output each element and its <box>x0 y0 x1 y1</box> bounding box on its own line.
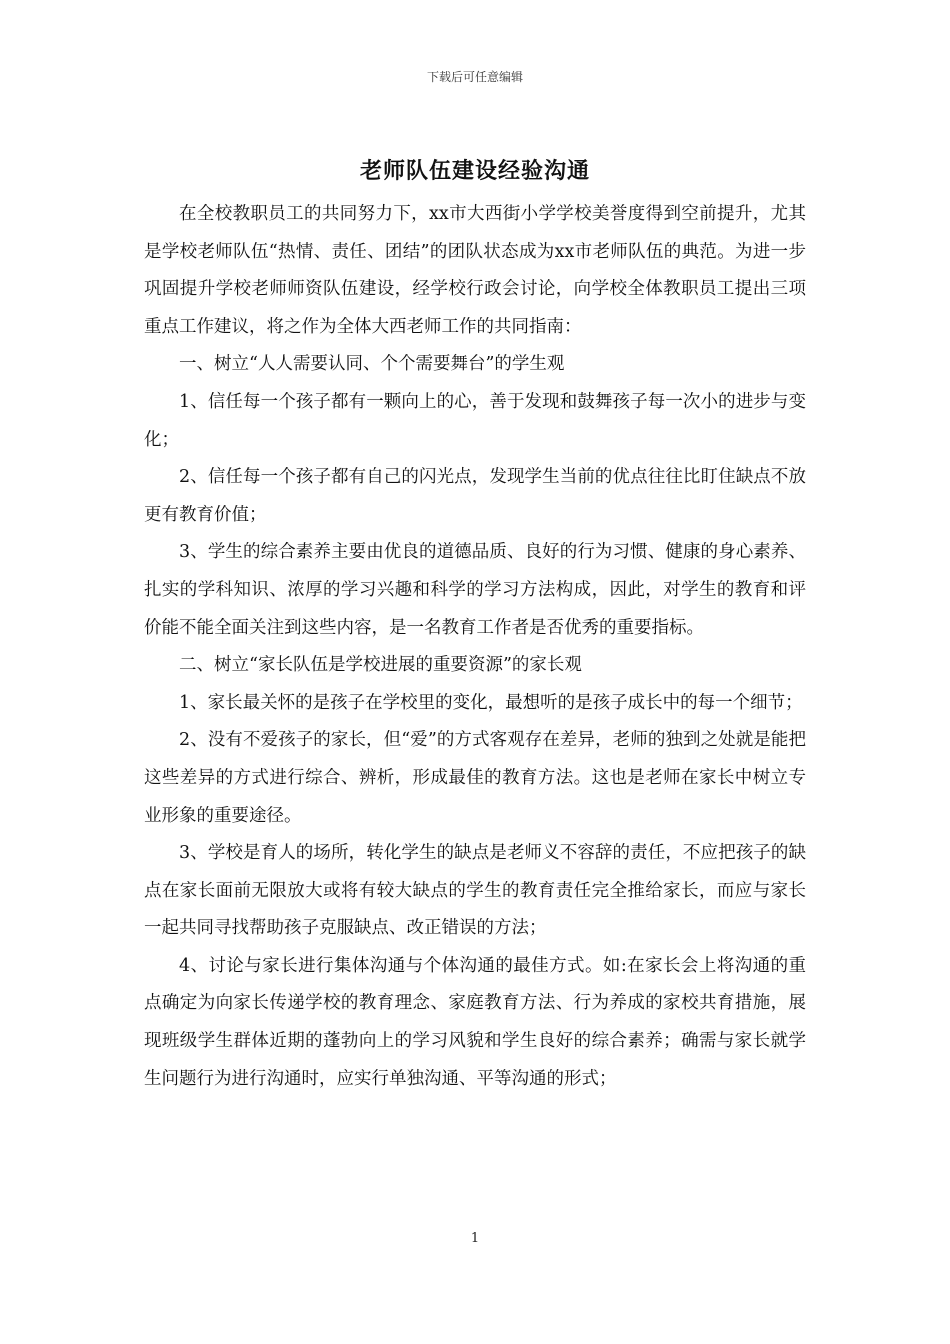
paragraph-item: 2、信任每一个孩子都有自己的闪光点，发现学生当前的优点往往比盯住缺点不放更有教育价值； <box>144 467 806 525</box>
paragraph-item: 4、讨论与家长进行集体沟通与个体沟通的最佳方式。如:在家长会上将沟通的重点确定为向家长传递学校的教育理念、家庭教育方法、行为养成的家校共育措施，展现班级学生群体近期的蓬勃向上的学习风貌和学生良好的综合素养；确需与家长就学生问题行为进行沟通时，应实行单独沟通、平等沟通的形式； <box>144 955 806 1089</box>
page-number: 1 <box>470 1231 480 1246</box>
paragraph-item: 2、没有不爱孩子的家长，但“爱”的方式客观存在差异，老师的独到之处就是能把这些差异的方式进行综合、辨析，形成最佳的教育方法。这也是老师在家长中树立专业形象的重要途径。 <box>144 730 806 826</box>
paragraph-intro: 在全校教职员工的共同努力下，xx市大西街小学学校美誉度得到空前提升，尤其是学校老师队伍“热情、责任、团结”的团队状态成为xx市老师队伍的典范。为进一步巩固提升学校老师师资队伍建设，经学校行政会讨论，向学校全体教职员工提出三项重点工作建议，将之作为全体大西老师工作的共同指南： <box>144 204 806 337</box>
section-heading-student-view: 一、树立“人人需要认同、个个需要舞台”的学生观 <box>179 354 565 375</box>
header-note: 下载后可任意编辑 <box>426 70 523 84</box>
document-title: 老师队伍建设经验沟通 <box>359 159 590 184</box>
paragraph-item: 1、家长最关怀的是孩子在学校里的变化，最想听的是孩子成长中的每一个细节； <box>179 692 803 713</box>
document-body <box>144 196 806 1098</box>
paragraph-item: 3、学生的综合素养主要由优良的道德品质、良好的行为习惯、健康的身心素养、扎实的学科知识、浓厚的学习兴趣和科学的学习方法构成，因此，对学生的教育和评价能不能全面关注到这些内容，是一名教育工作者是否优秀的重要指标。 <box>144 542 806 638</box>
paragraph-item: 1、信任每一个孩子都有一颗向上的心，善于发现和鼓舞孩子每一次小的进步与变化； <box>144 391 806 450</box>
section-heading-parent-view: 二、树立“家长队伍是学校进展的重要资源”的家长观 <box>179 655 582 676</box>
paragraph-item: 3、学校是育人的场所，转化学生的缺点是老师义不容辞的责任，不应把孩子的缺点在家长面前无限放大或将有较大缺点的学生的教育责任完全推给家长，而应与家长一起共同寻找帮助孩子克服缺点、改正错误的方法； <box>144 843 806 939</box>
